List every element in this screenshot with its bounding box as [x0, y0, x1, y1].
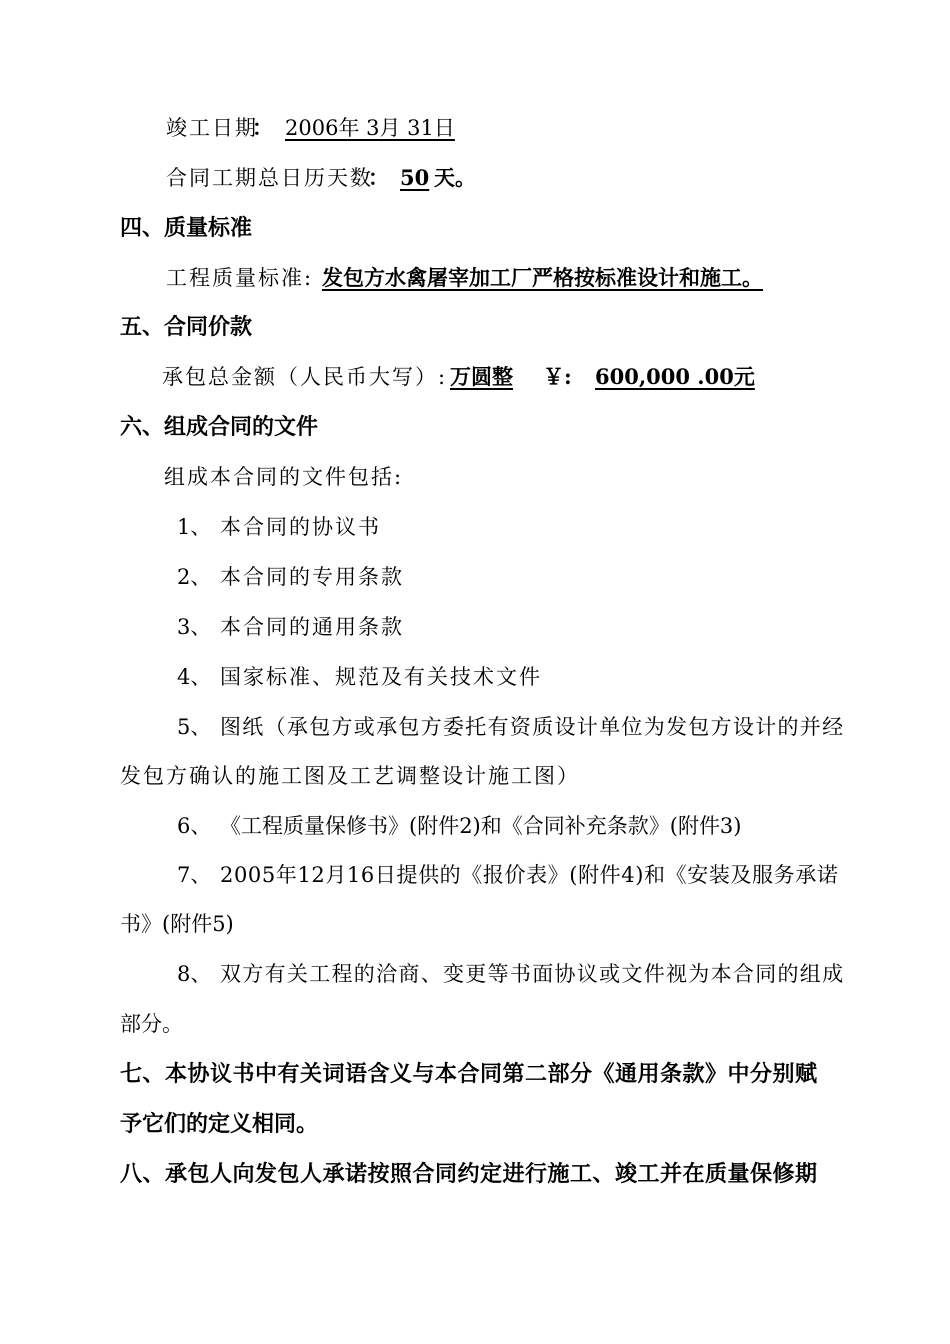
section7-line2: 予它们的定义相同。 — [120, 1111, 319, 1137]
section5-title: 五、合同价款 — [120, 314, 253, 340]
completion-date-text: 2006年 3月 31日 — [285, 116, 455, 140]
duration-label: 合同工期总日历天数 — [166, 166, 373, 190]
item-number: 3、 — [177, 615, 212, 639]
amount-in-numbers — [583, 362, 765, 392]
duration-number: 50 — [400, 165, 430, 190]
item-number: 1、 — [177, 515, 212, 539]
item-number: 7、 — [177, 863, 212, 887]
quality-standard-value — [322, 263, 777, 293]
completion-date-value — [275, 113, 522, 143]
item-text: 《工程质量保修书》(附件2)和《合同补充条款》(附件3) — [220, 814, 742, 838]
item-text: 本合同的通用条款 — [220, 615, 404, 639]
documents-intro: 组成本合同的文件包括: — [164, 465, 404, 489]
item-number: 2、 — [177, 565, 212, 589]
item-text: 本合同的协议书 — [220, 515, 381, 539]
item-text: 国家标准、规范及有关技术文件 — [220, 665, 542, 689]
completion-date-label: 竣工日期 — [166, 116, 258, 140]
amount-in-words: 万圆整 — [450, 364, 513, 389]
duration-value — [388, 163, 437, 193]
document-item-8-continuation: 部分。 — [120, 1012, 183, 1036]
yen-sign: ￥: — [543, 364, 572, 389]
completion-date-colon: ： — [252, 115, 273, 140]
section8-line1: 八、承包人向发包人承诺按照合同约定进行施工、竣工并在质量保修期 — [120, 1161, 818, 1187]
section4-title: 四、质量标准 — [120, 215, 253, 241]
section6-title: 六、组成合同的文件 — [120, 414, 319, 440]
item-number: 5、 — [177, 715, 212, 739]
item-text: 图纸（承包方或承包方委托有资质设计单位为发包方设计的并经 — [220, 715, 845, 739]
item-text: 双方有关工程的洽商、变更等书面协议或文件视为本合同的组成 — [220, 962, 845, 986]
quality-standard-label: 工程质量标准: — [166, 266, 314, 290]
duration-unit: 天。 — [434, 165, 476, 190]
quality-standard-text: 发包方水禽屠宰加工厂严格按标准设计和施工。 — [322, 265, 763, 290]
item-number: 4、 — [177, 665, 212, 689]
document-item-7-continuation: 书》(附件5) — [120, 912, 234, 936]
section7-line1: 七、本协议书中有关词语含义与本合同第二部分《通用条款》中分别赋 — [120, 1061, 818, 1087]
document-item-5-continuation: 发包方确认的施工图及工艺调整设计施工图） — [120, 764, 580, 788]
contract-amount-label: 承包总金额（人民币大写）: — [162, 365, 448, 389]
duration-colon: ： — [368, 165, 389, 190]
item-text: 本合同的专用条款 — [220, 565, 404, 589]
item-text: 2005年12月16日提供的《报价表》(附件4)和《安装及服务承诺 — [220, 863, 839, 887]
amount-number-text: 600,000 .00元 — [595, 364, 755, 389]
item-number: 6、 — [177, 814, 212, 838]
item-number: 8、 — [177, 962, 212, 986]
